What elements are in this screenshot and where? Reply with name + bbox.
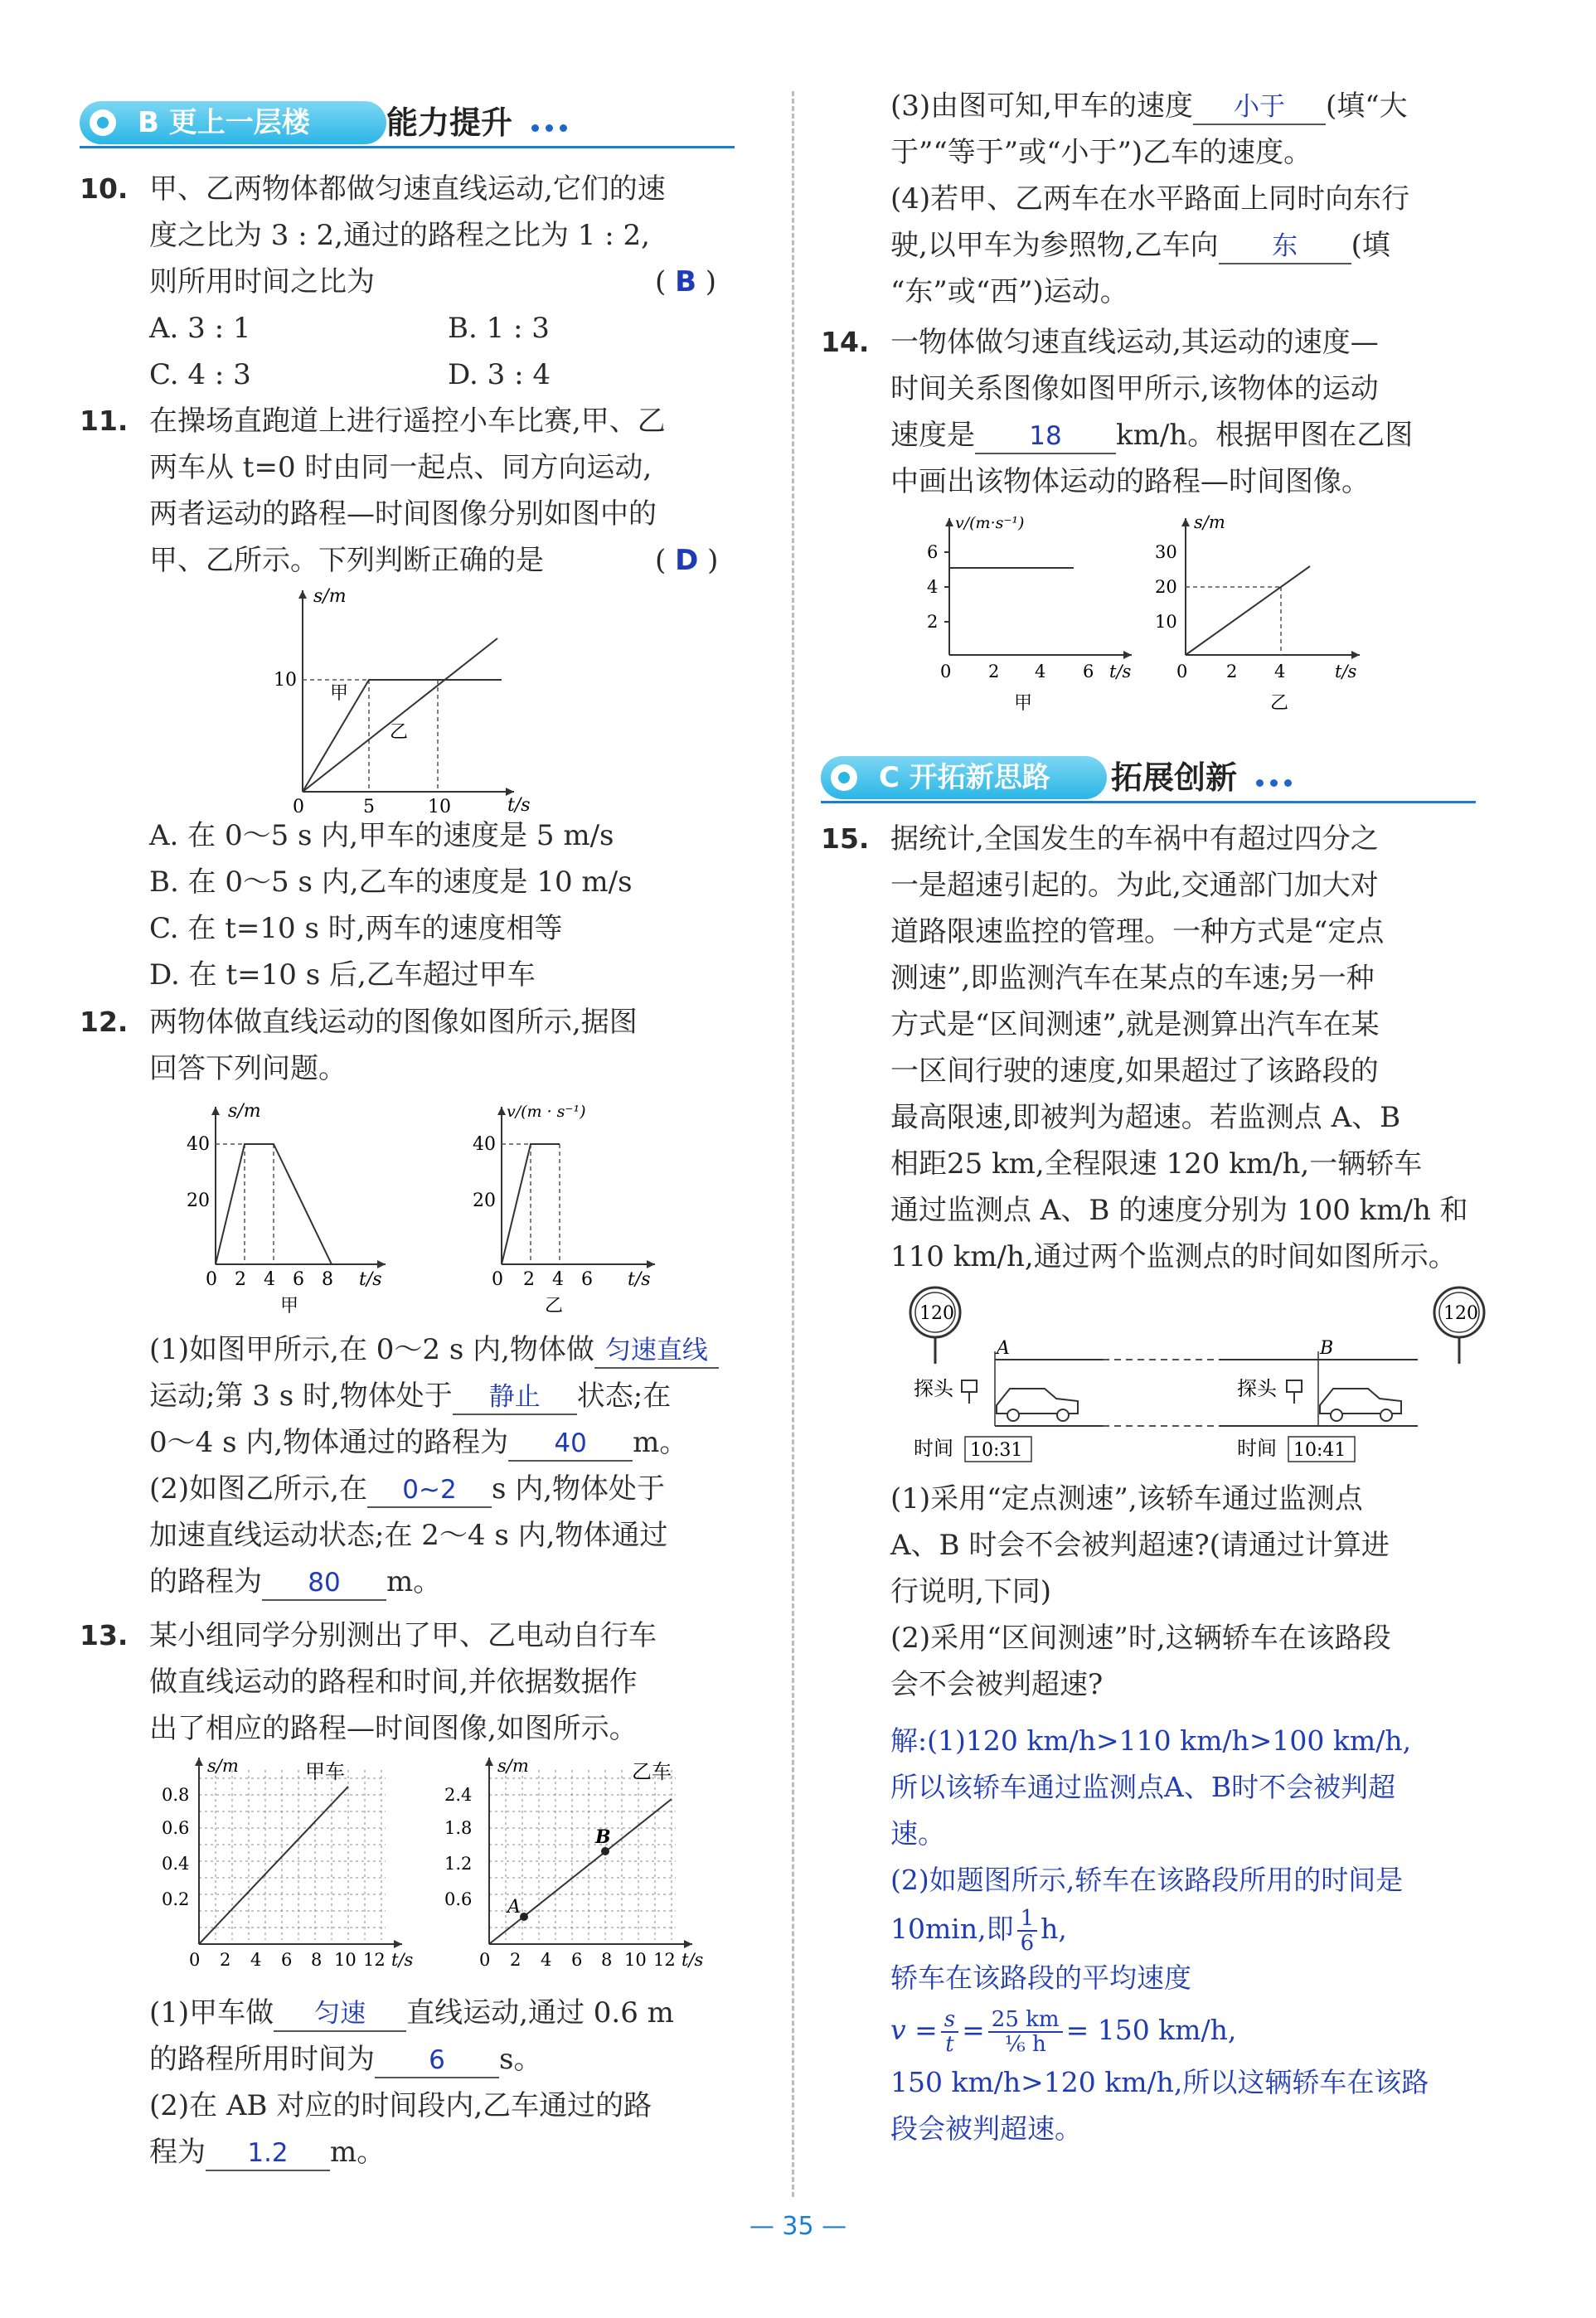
q12-chart-b [468, 1098, 667, 1314]
section-b-header [80, 101, 735, 149]
section-dots-icon [531, 119, 574, 135]
q11-line: 两车从 t=0 时由同一起点、同方向运动, [149, 451, 652, 484]
q13-answer-4: 小于 [1193, 90, 1326, 125]
chart-xtick: 2 [1226, 662, 1238, 681]
q10-answer: B [675, 265, 696, 298]
q11-chart [265, 580, 531, 812]
chart-xlabel: t/s [391, 1950, 414, 1969]
chart-xtick: 2 [510, 1950, 521, 1969]
q11-xlabel: t/s [507, 795, 531, 812]
q11-options: A. 在 0～5 s 内,甲车的速度是 5 m/s B. 在 0～5 s 内,乙车的速度是 10 m/s C. 在 t=10 s 时,两车的速度相等 D. 在 t=10 s 后,乙车超过甲车 [149, 819, 633, 992]
q13-chart-b [439, 1753, 730, 1969]
q10-line: 度之比为 3 : 2,通过的路程之比为 1 : 2, [149, 219, 650, 252]
chart-xtick: 12 [363, 1950, 386, 1969]
q12-answer-4: 0~2 [367, 1473, 492, 1508]
chart-xtick: 4 [552, 1269, 564, 1290]
chart-xtick: 4 [541, 1950, 552, 1969]
chart-ytick: 0.2 [162, 1889, 190, 1909]
chart-ylabel: s/m [207, 1756, 239, 1776]
q13-answer-1: 匀速 [274, 1997, 406, 2032]
q13-chart-a [158, 1753, 439, 1969]
q13-point-a [520, 1913, 528, 1921]
q12-line: 两物体做直线运动的图像如图所示,据图 [149, 1006, 638, 1039]
chart-xtick: 10 [624, 1950, 647, 1969]
chart-ytick: 2 [927, 612, 939, 632]
page-number: — 35 — [749, 2212, 847, 2241]
chart-caption: 甲 [280, 1296, 299, 1314]
chart-caption: 乙 [1270, 693, 1289, 714]
q12-answer-5: 80 [262, 1566, 386, 1601]
q13-point-a-label: A [507, 1897, 521, 1918]
chart-ytick: 2.4 [444, 1785, 473, 1805]
chart-ytick: 20 [473, 1191, 496, 1211]
probe-a-label: 探头 [914, 1377, 953, 1400]
chart-xtick: 8 [601, 1950, 613, 1969]
chart-caption: 乙 [545, 1296, 564, 1314]
q13-line-b [489, 1799, 672, 1944]
chart-xlabel: t/s [1335, 662, 1357, 681]
q13-point-b [601, 1847, 609, 1855]
chart-xlabel: t/s [682, 1950, 704, 1969]
chart-xtick: 0 [1176, 662, 1188, 681]
chart-xtick: 4 [250, 1950, 262, 1969]
chart-caption: 甲 [1014, 693, 1033, 714]
chart-xtick: 6 [1083, 662, 1094, 681]
q12-chart-a [182, 1098, 398, 1314]
chart-xtick: 4 [1274, 662, 1286, 681]
q11-answer: D [675, 544, 699, 577]
q12-answer-3: 40 [508, 1427, 633, 1462]
fraction-s-over-t: $\frac{s}{t}$ [941, 2008, 958, 2056]
q11-label-jia: 甲 [330, 683, 349, 704]
chart-ylabel: s/m [228, 1101, 261, 1122]
chart-ytick: 1.2 [444, 1854, 473, 1874]
car-b-icon [1320, 1389, 1401, 1421]
q11-line: 两者运动的路程—时间图像分别如图中的 [149, 497, 657, 531]
fraction-one-sixth: $\frac{1}{6}$ [1017, 1907, 1038, 1955]
section-rule [821, 801, 1476, 803]
time-b-value: 10:41 [1293, 1440, 1346, 1461]
q12-line: 回答下列问题。 [149, 1052, 347, 1085]
chart-xtick: 6 [293, 1269, 304, 1290]
q11-xtick: 10 [428, 797, 451, 812]
q10-line: 则所用时间之比为 ( B ) [149, 265, 717, 298]
chart-xtick: 6 [281, 1950, 293, 1969]
question-number: 10. [80, 172, 129, 205]
point-a-label: A [997, 1338, 1010, 1359]
q14-answer-1: 18 [975, 419, 1116, 454]
q13-answers: (1)甲车做 匀速 直线运动,通过 0.6 m 的路程所用时间为 6 s。 (2)在 AB 对应的时间段内,乙车通过的路 程为 1.2 m。 [149, 1990, 674, 2175]
chart-xtick: 8 [322, 1269, 333, 1290]
chart-ytick: 0.6 [444, 1889, 473, 1909]
chart-xtick: 2 [523, 1269, 535, 1290]
chart-ylabel: s/m [1194, 512, 1225, 532]
question-number: 13. [80, 1619, 129, 1651]
q12-answers: (1)如图甲所示,在 0～2 s 内,物体做 匀速直线 运动;第 3 s 时,物体处于 静止 状态;在 0～4 s 内,物体通过的路程为 40 m。 (2)如图乙所示,在 0~2 s 内,物体处于 加速直线运动状态;在 2～4 s 内,物体通过 的路程为 80 m。 [149, 1326, 719, 1605]
badge-dot-icon [90, 109, 116, 136]
q13-continued: (3)由图可知,甲车的速度 小于 (填“大 于”“等于”或“小于”)乙车的速度。 (4)若甲、乙两车在水平路面上同时向东行 驶,以甲车为参照物,乙车向 东 (填 “东”或“西”)运动。 [890, 90, 1410, 308]
chart-ytick: 20 [1155, 577, 1177, 597]
question-number: 15. [821, 822, 870, 855]
chart-xtick: 6 [571, 1950, 583, 1969]
q11-line-yi [303, 638, 497, 792]
chart-xtick: 0 [479, 1950, 491, 1969]
chart-series-label: 甲车 [305, 1760, 345, 1783]
chart-xlabel: t/s [359, 1269, 382, 1290]
chart-xlabel: t/s [628, 1269, 651, 1290]
q10-line: 甲、乙两物体都做匀速直线运动,它们的速 [149, 172, 666, 206]
chart-ytick: 40 [473, 1134, 496, 1155]
chart-xtick: 0 [189, 1950, 201, 1969]
chart-series-label: 乙车 [632, 1760, 672, 1783]
q11-line: 甲、乙所示。下列判断正确的是 ( D ) [149, 544, 719, 577]
question-number: 11. [80, 405, 129, 437]
badge-dot-icon [831, 764, 857, 791]
chart-xtick: 4 [264, 1269, 275, 1290]
q10-options: C. 4 : 3 D. 3 : 4 [149, 358, 551, 391]
chart-ytick: 40 [187, 1134, 210, 1155]
q11-label-yi: 乙 [390, 722, 409, 743]
section-dots-icon [1256, 774, 1298, 790]
q11-xtick: 0 [293, 797, 304, 812]
chart-ytick: 4 [927, 577, 939, 597]
q14-chart-b [1148, 510, 1372, 725]
q11-xtick: 5 [363, 797, 375, 812]
chart-ytick: 0.6 [162, 1818, 190, 1838]
q13-answer-3: 1.2 [206, 2136, 330, 2171]
q15-solution: 解:(1)120 km/h>110 km/h>100 km/h, 所以该轿车通过监测点A、B时不会被判超 速。 (2)如题图所示,轿车在该路段所用的时间是 10min,即 $\frac{1}{6}$ h, 轿车在该路段的平均速度 v = $\frac{s}{t}$ = $\frac{25 km}{\text{⅙ h}}$ = 150 km/h, 150 km/h>120 km/h,所以这辆轿车在该路 段会被判超速。 [890, 1724, 1429, 2145]
chart-xtick: 0 [492, 1269, 503, 1290]
chart-xtick: 2 [988, 662, 1000, 681]
section-b-badge: B 更上一层楼 [80, 101, 386, 144]
section-rule [80, 146, 735, 148]
chart-ylabel: v/(m·s⁻¹) [955, 514, 1025, 532]
chart-ytick: 0.8 [162, 1785, 190, 1805]
q13-line-a [199, 1787, 348, 1944]
q13-point-b-label: B [595, 1826, 611, 1848]
camera-a-icon [962, 1380, 977, 1392]
question-number: 14. [821, 326, 870, 358]
chart-ylabel: v/(m · s⁻¹) [507, 1103, 586, 1121]
camera-b-icon [1287, 1380, 1302, 1392]
column-divider [792, 91, 794, 2197]
section-c-header [821, 756, 1476, 804]
q14-chart-a [920, 510, 1144, 725]
time-b-label: 时间 [1237, 1437, 1277, 1460]
q13-answer-5: 东 [1219, 230, 1351, 264]
speed-sign-a-label: 120 [919, 1303, 954, 1324]
q15-subquestions: (1)采用“定点测速”,该轿车通过监测点 A、B 时会不会被判超速?(请通过计算进 行说明,下同) (2)采用“区间测速”时,这辆轿车在该路段 会不会被判超速? [890, 1482, 1391, 1701]
q14-line-b [1186, 566, 1310, 655]
probe-b-label: 探头 [1237, 1377, 1277, 1400]
chart-ytick: 30 [1155, 542, 1177, 562]
q11-ytick: 10 [274, 670, 297, 691]
chart-ytick: 10 [1155, 612, 1177, 632]
q10-options: A. 3 : 1 B. 1 : 3 [149, 312, 550, 345]
q13-answer-2: 6 [375, 2044, 499, 2078]
chart-xtick: 6 [581, 1269, 593, 1290]
chart-xtick: 12 [653, 1950, 676, 1969]
chart-xtick: 8 [311, 1950, 323, 1969]
chart-ytick: 1.8 [444, 1818, 473, 1838]
chart-xtick: 10 [334, 1950, 357, 1969]
chart-xtick: 2 [235, 1269, 246, 1290]
chart-ytick: 0.4 [162, 1854, 190, 1874]
q11-line: 在操场直跑道上进行遥控小车比赛,甲、乙 [149, 405, 666, 438]
q12-answer-2: 静止 [453, 1380, 577, 1415]
q12-answer-1: 匀速直线 [594, 1334, 719, 1369]
chart-xtick: 2 [220, 1950, 231, 1969]
chart-ytick: 6 [927, 542, 939, 562]
section-b-title: 能力提升 [386, 104, 513, 141]
point-b-label: B [1320, 1338, 1334, 1359]
section-c-title: 拓展创新 [1111, 759, 1238, 796]
chart-xtick: 0 [940, 662, 952, 681]
q15-road-figure [904, 1281, 1501, 1472]
q11-ylabel: s/m [313, 586, 347, 607]
question-number: 12. [80, 1006, 129, 1038]
section-c-badge: C 开拓新思路 [821, 756, 1107, 799]
car-a-icon [997, 1389, 1078, 1421]
chart-xtick: 0 [206, 1269, 217, 1290]
chart-ylabel: s/m [497, 1756, 529, 1776]
speed-sign-b-label: 120 [1443, 1303, 1478, 1324]
time-a-value: 10:31 [970, 1440, 1023, 1461]
time-a-label: 时间 [914, 1437, 953, 1460]
fraction-distance-over-time: $\frac{25 km}{\text{⅙ h}}$ [988, 2008, 1063, 2056]
chart-xtick: 4 [1035, 662, 1046, 681]
chart-xlabel: t/s [1109, 662, 1132, 681]
chart-ytick: 20 [187, 1191, 210, 1211]
